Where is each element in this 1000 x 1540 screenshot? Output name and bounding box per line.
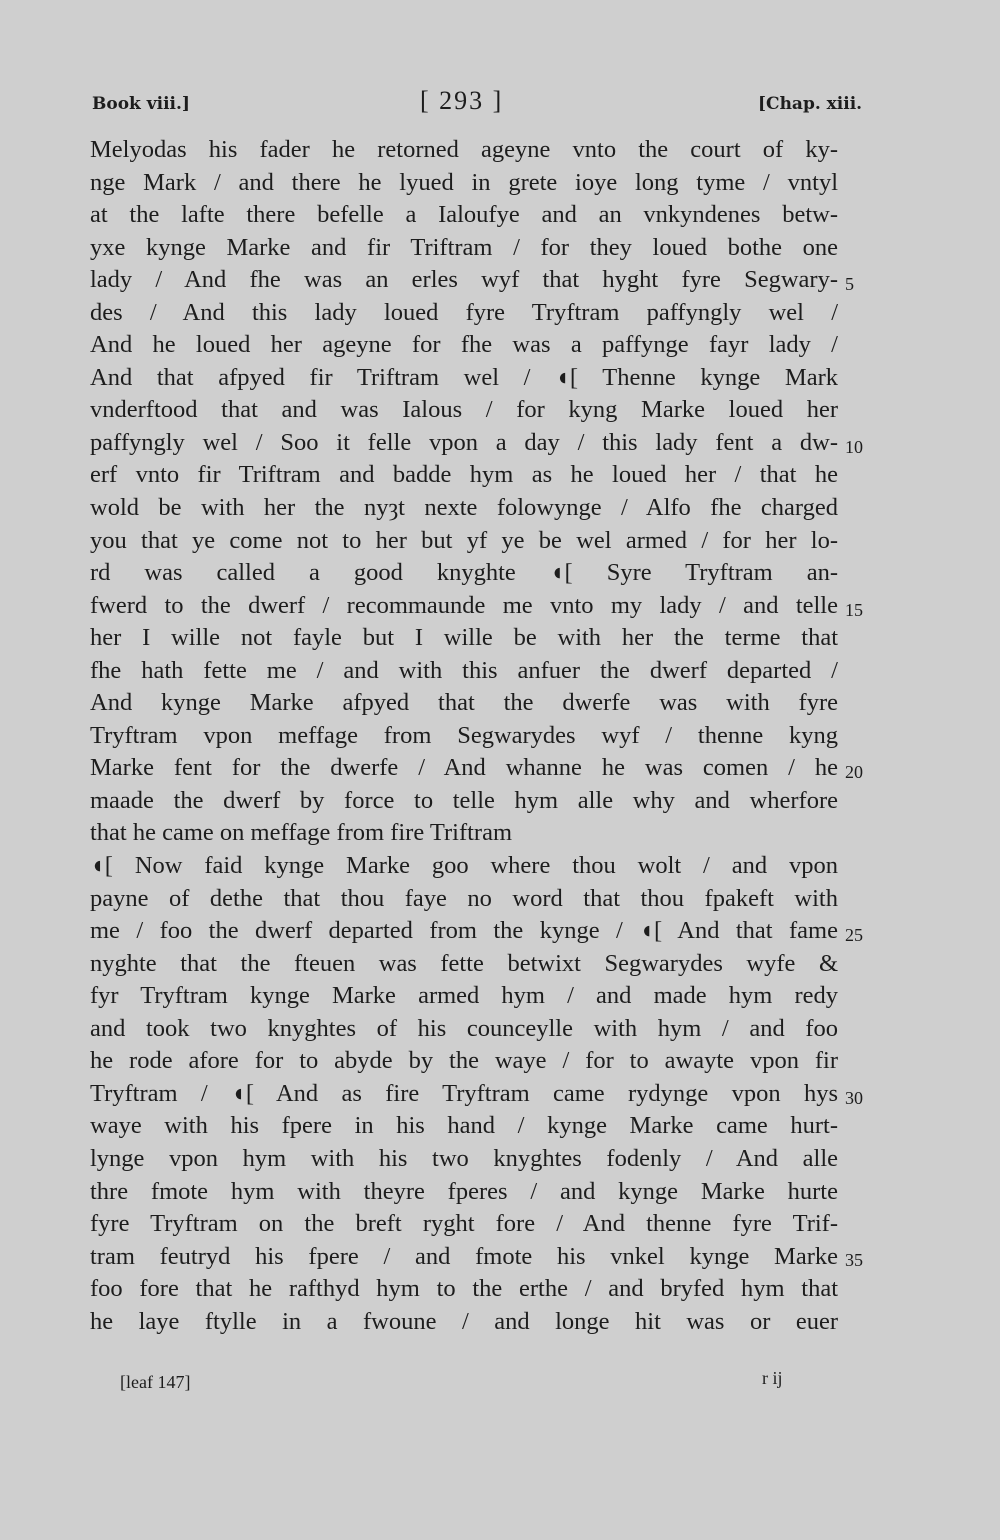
leaf-reference: [leaf 147] [120,1372,191,1392]
text-line: payne of dethe that thou faye no word that thou fpakeft with [90,884,838,912]
text-line: ◖[ Now faid kynge Marke goo where thou wolt / and vpon [90,852,838,880]
text-line: And kynge Marke afpyed that the dwerfe was with fyre [90,689,838,717]
text-line: nyghte that the fteuen was fette betwixt Segwarydes wyfe & [90,949,838,977]
line-number: 35 [845,1250,863,1270]
text-line: nge Mark / and there he lyued in grete ioye long tyme / vntyl [90,168,838,196]
text-line: Tryftram / ◖[ And as fire Tryftram came rydynge vpon hys [90,1079,838,1107]
text-line: fwerd to the dwerf / recommaunde me vnto my lady / and telle [90,591,838,619]
line-number: 5 [845,274,854,294]
running-head-chapter: [Chap. xiii. [758,94,863,114]
line-number: 30 [845,1088,863,1108]
text-line: des / And this lady loued fyre Tryftram paffyngly wel / [90,298,838,326]
text-line: lynge vpon hym with his two knyghtes fodenly / And alle [90,1144,838,1172]
text-line: and took two knyghtes of his counceylle with hym / and foo [90,1014,838,1042]
line-number: 15 [845,600,863,620]
line-number: 10 [845,437,863,457]
text-line: And that afpyed fir Triftram wel / ◖[ Thenne kynge Mark [90,363,838,391]
signature-mark: r ij [762,1368,783,1388]
text-line: me / foo the dwerf departed from the kynge / ◖[ And that fame [90,917,838,945]
text-line: fyre Tryftram on the breft ryght fore / And thenne fyre Trif- [90,1210,838,1238]
text-line: waye with his fpere in his hand / kynge Marke came hurt- [90,1112,838,1140]
text-line: thre fmote hym with theyre fperes / and kynge Marke hurte [90,1177,838,1205]
text-line: yxe kynge Marke and fir Triftram / for they loued bothe one [90,233,838,261]
text-line: erf vnto fir Triftram and badde hym as he loued her / that he [90,461,838,489]
text-line: And he loued her ageyne for fhe was a paffynge fayr lady / [90,331,838,359]
text-line: fhe hath fette me / and with this anfuer the dwerf departed / [90,656,838,684]
text-line: you that ye come not to her but yf ye be wel armed / for her lo- [90,526,838,554]
text-line: paffyngly wel / Soo it felle vpon a day / this lady fent a dw- [90,428,838,456]
body-text [90,134,838,1338]
line-number: 20 [845,762,863,782]
page-number: [ 293 ] [420,86,504,115]
page-header [0,86,1000,126]
text-line: fyr Tryftram kynge Marke armed hym / and made hym redy [90,982,838,1010]
text-line: wold be with her the nyȝt nexte folowynge / Alfo fhe charged [90,494,838,522]
text-line: Tryftram vpon meffage from Segwarydes wyf / thenne kyng [90,721,838,749]
line-number: 25 [845,925,863,945]
text-line: tram feutryd his fpere / and fmote his vnkel kynge Marke [90,1242,838,1270]
text-line: rd was called a good knyghte ◖[ Syre Tryftram an- [90,559,838,587]
text-line: vnderftood that and was Ialous / for kyng Marke loued her [90,396,838,424]
text-line: that he came on meffage from fire Triftram [90,819,513,847]
text-line: foo fore that he rafthyd hym to the erthe / and bryfed hym that [90,1275,838,1303]
text-line: he rode afore for to abyde by the waye / for to awayte vpon fir [90,1047,838,1075]
text-line: he laye ftylle in a fwoune / and longe hit was or euer [90,1307,838,1335]
text-line: maade the dwerf by force to telle hym alle why and wherfore [90,786,838,814]
running-head-book: Book viii.] [92,94,190,114]
text-line: Marke fent for the dwerfe / And whanne he was comen / he [90,754,838,782]
text-line: Melyodas his fader he retorned ageyne vnto the court of ky- [90,136,838,163]
text-line: at the lafte there befelle a Ialoufye and an vnkyndenes betw- [90,201,838,229]
text-line: lady / And fhe was an erles wyf that hyght fyre Segwary- [90,266,838,294]
text-line: her I wille not fayle but I wille be with her the terme that [90,624,838,652]
